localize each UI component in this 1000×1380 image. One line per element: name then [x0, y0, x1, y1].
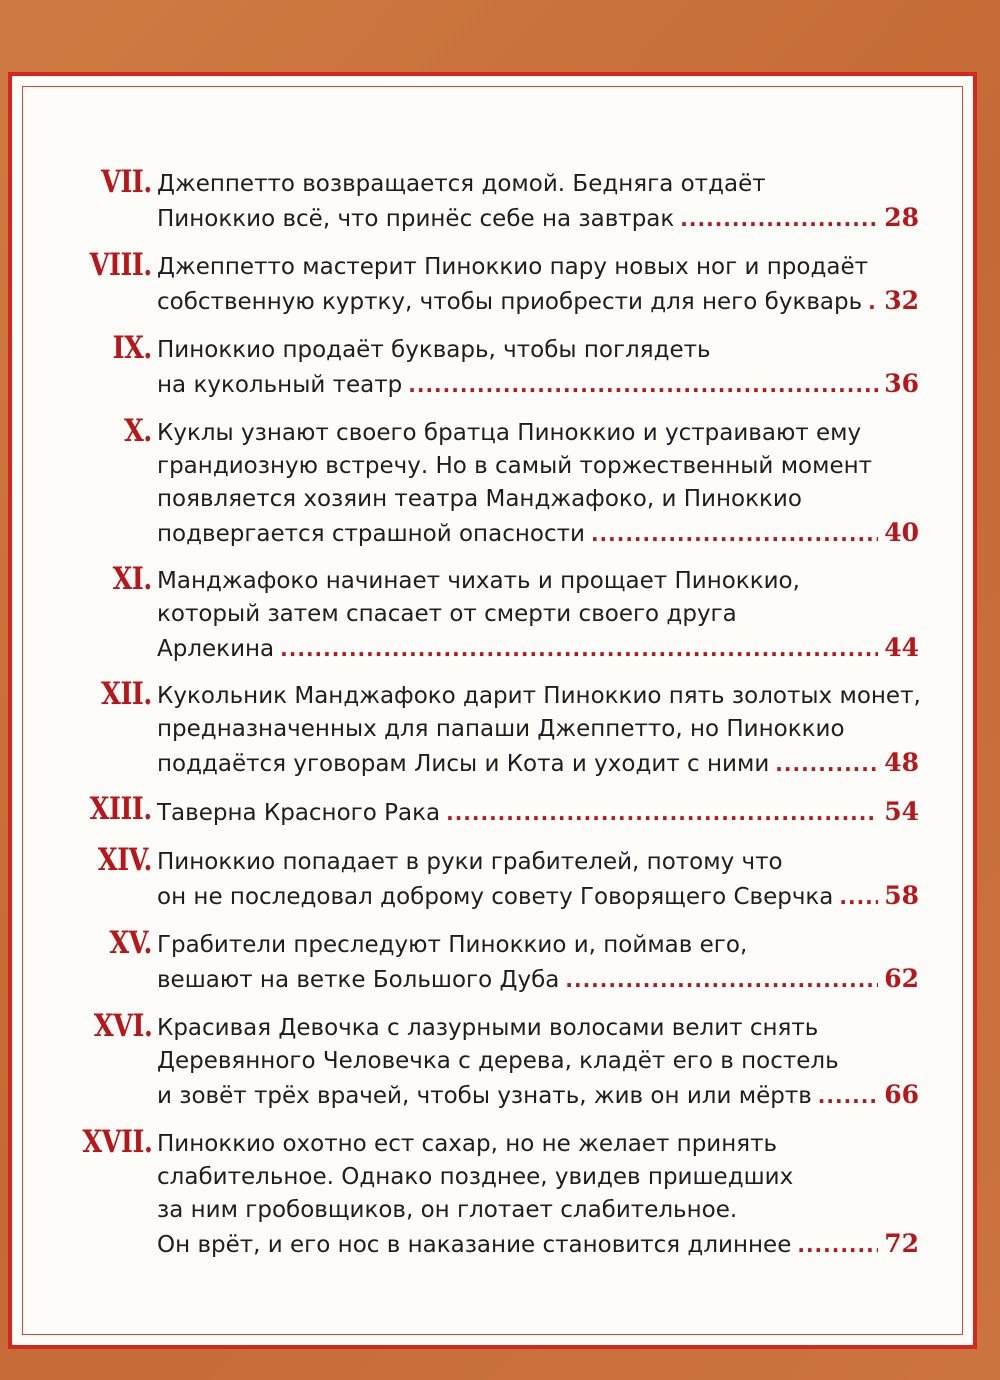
- chapter-title: [157, 795, 919, 828]
- chapter-title-line: который затем спасает от смерти своего друга: [157, 601, 737, 627]
- dot-leader: [280, 633, 878, 666]
- chapter-title-line: собственную куртку, чтобы приобрести для него букварь: [157, 289, 863, 315]
- chapter-title-line: слабительное. Однако позднее, увидев пришедших: [157, 1164, 794, 1190]
- page-number[interactable]: 58: [884, 881, 919, 910]
- chapter-title: [157, 565, 919, 664]
- dot-leader: [775, 748, 878, 781]
- chapter-title-last-line: [157, 1078, 919, 1111]
- dot-leader: [446, 797, 878, 830]
- chapter-numeral: XVII.: [81, 1124, 152, 1160]
- dot-leader: [591, 518, 878, 551]
- page-number[interactable]: 40: [884, 518, 919, 547]
- chapter-title: [157, 1128, 919, 1260]
- page-number[interactable]: 28: [884, 203, 919, 232]
- chapter-title-line: Красивая Девочка с лазурными волосами велит снять: [157, 1015, 819, 1041]
- chapter-title-line: появляется хозяин театра Манджафоко, и Пиноккио: [157, 486, 802, 512]
- chapter-title-line: Пиноккио всё, что принёс себе на завтрак: [157, 206, 675, 232]
- chapter-title-line: Деревянного Человечка с дерева, кладёт его в постель: [157, 1048, 839, 1074]
- page-number[interactable]: 36: [884, 369, 919, 398]
- chapter-title-line: поддаётся уговорам Лисы и Кота и уходит с ними: [157, 751, 770, 777]
- page-number[interactable]: 72: [884, 1229, 919, 1258]
- chapter-title-last-line: [157, 795, 919, 828]
- chapter-title-line: Пиноккио охотно ест сахар, но не желает принять: [157, 1131, 778, 1157]
- chapter-numeral: XII.: [101, 676, 152, 712]
- chapter-title-line: Пиноккио продаёт букварь, чтобы поглядеть: [157, 337, 711, 363]
- chapter-title-line: Джеппетто возвращается домой. Бедняга отдаёт: [157, 171, 766, 197]
- chapter-title-line: на кукольный театр: [157, 372, 403, 398]
- chapter-numeral: X.: [124, 413, 152, 449]
- page-number[interactable]: 32: [884, 286, 919, 315]
- chapter-title-line: Грабители преследуют Пиноккио и, поймав его,: [157, 932, 748, 958]
- chapter-numeral: XVI.: [93, 1008, 152, 1044]
- page-number[interactable]: 44: [884, 633, 919, 662]
- chapter-title-line: Таверна Красного Рака: [157, 800, 441, 826]
- dot-leader: [565, 964, 878, 997]
- page-number[interactable]: 48: [884, 748, 919, 777]
- chapter-title-line: Куклы узнают своего братца Пиноккио и устраивают ему: [157, 420, 862, 446]
- chapter-title-last-line: [157, 201, 919, 234]
- chapter-numeral: XI.: [112, 561, 152, 597]
- chapter-title-line: за ним гробовщиков, он глотает слабительное.: [157, 1197, 738, 1223]
- dot-leader: [797, 1229, 878, 1262]
- chapter-title-line: грандиозную встречу. Но в самый торжественный момент: [157, 453, 873, 479]
- dot-leader: [408, 369, 878, 402]
- chapter-title: [157, 680, 919, 779]
- chapter-numeral: VII.: [101, 164, 152, 200]
- chapter-title-last-line: [157, 746, 919, 779]
- page-number[interactable]: 54: [884, 797, 919, 826]
- chapter-title: [157, 334, 919, 400]
- page-number[interactable]: 66: [884, 1080, 919, 1109]
- chapter-title-last-line: [157, 1227, 919, 1260]
- dot-leader: [818, 1080, 878, 1113]
- toc-page: [8, 72, 977, 1349]
- chapter-title-last-line: [157, 516, 919, 549]
- chapter-title-line: и зовёт трёх врачей, чтобы узнать, жив он или мёртв: [157, 1083, 812, 1109]
- chapter-title-last-line: [157, 284, 919, 317]
- chapter-title-line: Он врёт, и его нос в наказание становится длиннее: [157, 1232, 792, 1258]
- dot-leader: [839, 881, 878, 914]
- chapter-title-line: предназначенных для папаши Джеппетто, но Пиноккио: [157, 716, 845, 742]
- chapter-title: [157, 251, 919, 317]
- chapter-title-line: Манджафоко начинает чихать и прощает Пиноккио,: [157, 568, 800, 594]
- chapter-title-line: Арлекина: [157, 636, 275, 662]
- chapter-numeral: XIII.: [89, 791, 152, 827]
- chapter-title: [157, 168, 919, 234]
- chapter-title-line: Кукольник Манджафоко дарит Пиноккио пять золотых монет,: [157, 683, 921, 709]
- chapter-numeral: IX.: [112, 330, 152, 366]
- chapter-title-line: Джеппетто мастерит Пиноккио пару новых ног и продаёт: [157, 254, 869, 280]
- chapter-title-line: подвергается страшной опасности: [157, 521, 585, 547]
- chapter-title-line: вешают на ветке Большого Дуба: [157, 967, 560, 993]
- chapter-numeral: XIV.: [97, 842, 152, 878]
- chapter-title: [157, 929, 919, 995]
- chapter-title-last-line: [157, 367, 919, 400]
- chapter-title: [157, 846, 919, 912]
- chapter-title-line: он не последовал доброму совету Говорящего Сверчка: [157, 884, 834, 910]
- chapter-title-last-line: [157, 879, 919, 912]
- chapter-title-line: Пиноккио попадает в руки грабителей, потому что: [157, 849, 783, 875]
- chapter-title: [157, 417, 919, 549]
- chapter-title-last-line: [157, 962, 919, 995]
- chapter-title-last-line: [157, 631, 919, 664]
- dot-leader: [680, 203, 878, 236]
- page-number[interactable]: 62: [884, 964, 919, 993]
- chapter-numeral: XV.: [109, 925, 152, 961]
- chapter-numeral: VIII.: [89, 247, 152, 283]
- dot-leader: [868, 286, 878, 319]
- chapter-title: [157, 1012, 919, 1111]
